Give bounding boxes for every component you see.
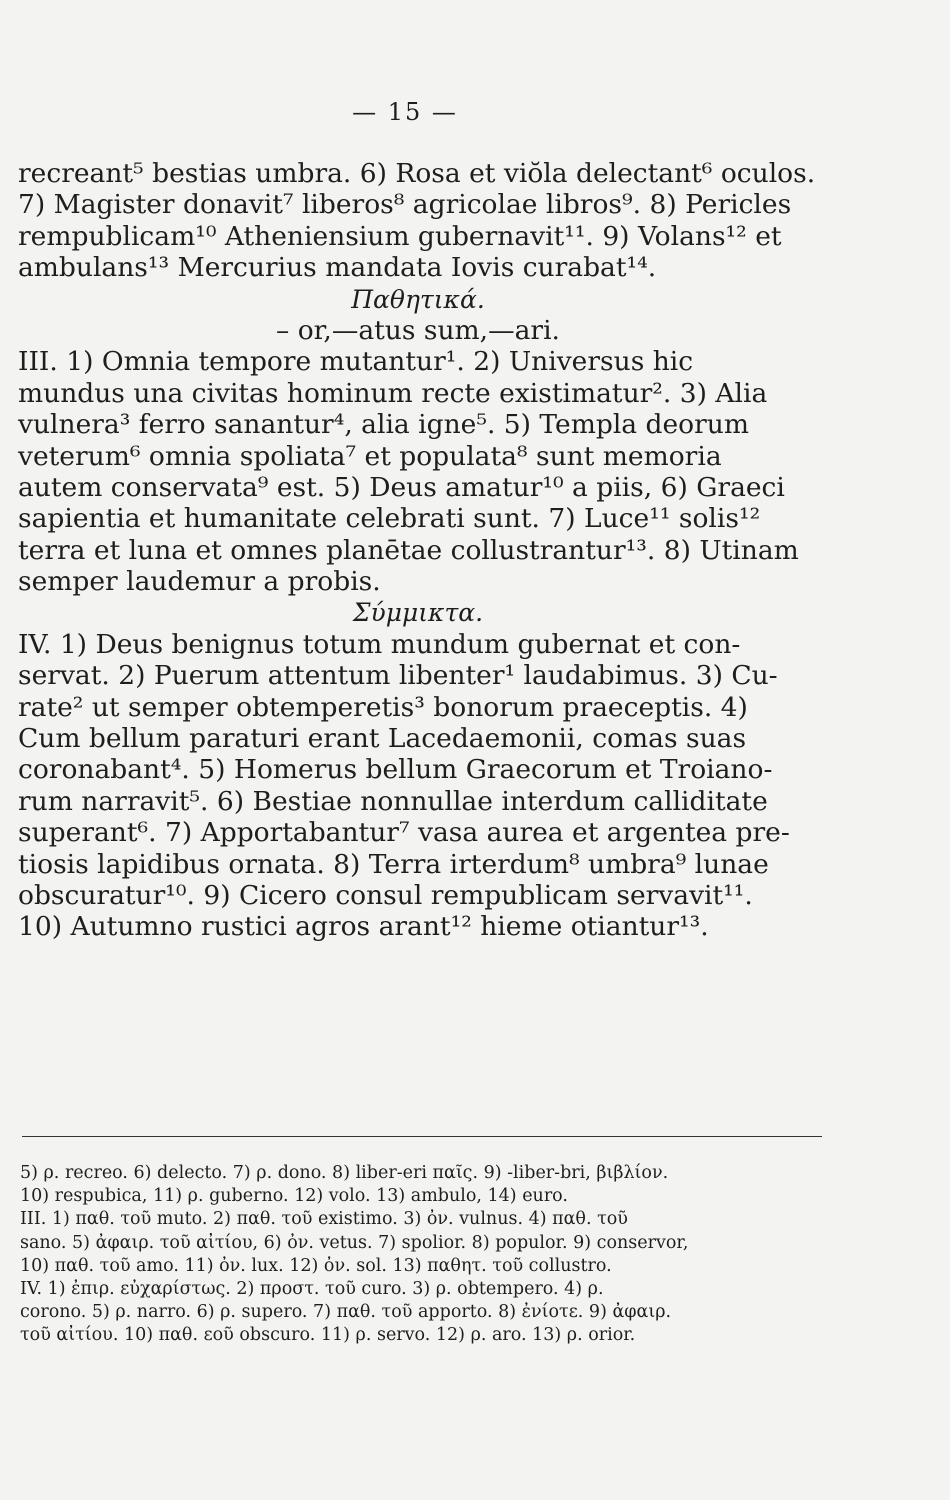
text-line: Cum bellum paraturi erant Lacedaemonii, comas suas xyxy=(18,723,747,755)
text-line: III. 1) Omnia tempore mutantur¹. 2) Universus hic xyxy=(18,346,694,378)
text-line: ambulans¹³ Mercurius mandata Iovis curabat¹⁴. xyxy=(18,252,657,284)
footnote-line: τοῦ αἰτίου. 10) παθ. εοῦ obscuro. 11) ρ. servo. 12) ρ. aro. 13) ρ. orior. xyxy=(20,1325,636,1346)
text-line: rempublicam¹⁰ Atheniensium gubernavit¹¹. 9) Volans¹² et xyxy=(18,220,782,252)
text-line: 10) Autumno rustici agros arant¹² hieme otiantur¹³. xyxy=(18,911,709,943)
footnote-line: 5) ρ. recreo. 6) delecto. 7) ρ. dono. 8) liber-eri παῖς. 9) -liber-bri, βιβλίον. xyxy=(20,1163,669,1183)
text-line: obscuratur¹⁰. 9) Cicero consul rempublicam servavit¹¹. xyxy=(18,879,753,911)
text-line: superant⁶. 7) Apportabantur⁷ vasa aurea et argentea pre- xyxy=(18,817,790,849)
text-line: recreant⁵ bestias umbra. 6) Rosa et viŏla delectant⁶ oculos. xyxy=(18,158,816,189)
text-line: rum narravit⁵. 6) Bestiae nonnullae interdum calliditate xyxy=(18,785,768,817)
exercise-text xyxy=(18,158,818,943)
text-line: autem conservata⁹ est. 5) Deus amatur¹⁰ a piis, 6) Graeci xyxy=(18,471,785,503)
text-line: veterum⁶ omnia spoliata⁷ et populata⁸ sunt memoria xyxy=(18,440,722,472)
page-number: — 15 — xyxy=(352,98,458,126)
footnote-line: III. 1) παθ. τοῦ muto. 2) παθ. τοῦ existimo. 3) ὀν. vulnus. 4) παθ. τοῦ xyxy=(20,1209,628,1230)
text-line: semper laudemur a probis. xyxy=(18,566,381,598)
text-line: 7) Magister donavit⁷ liberos⁸ agricolae libros⁹. 8) Pericles xyxy=(18,189,792,221)
footnotes xyxy=(20,1162,830,1348)
text-line: servat. 2) Puerum attentum libenter¹ laudabimus. 3) Cu- xyxy=(18,660,778,692)
footnote-line: IV. 1) ἐπιρ. εὐχαρίστως. 2) προστ. τοῦ curo. 3) ρ. obtempero. 4) ρ. xyxy=(20,1278,604,1299)
text-line: mundus una civitas hominum recte existimatur². 3) Alia xyxy=(18,377,768,409)
text-line: rate² ut semper obtemperetis³ bonorum praeceptis. 4) xyxy=(18,691,748,723)
section-heading-symmikta: Σύμμικτα. xyxy=(352,598,484,628)
text-line: vulnera³ ferro sanantur⁴, alia igne⁵. 5) Templa deorum xyxy=(18,409,749,441)
footnote-line: corono. 5) ρ. narro. 6) ρ. supero. 7) παθ. τοῦ apporto. 8) ἐνίοτε. 9) ἀφαιρ. xyxy=(20,1302,672,1323)
text-line: tiosis lapidibus ornata. 8) Terra irterdum⁸ umbra⁹ lunae xyxy=(18,848,769,880)
footnote-line: sano. 5) ἀφαιρ. τοῦ αἰτίου, 6) ὀν. vetus. 7) spolior. 8) populor. 9) conservor, xyxy=(20,1232,689,1253)
section-heading-pathetika: Παθητικά. xyxy=(351,284,485,314)
footnote-line: 10) παθ. τοῦ amo. 11) ὀν. lux. 12) ὀν. sol. 13) παθητ. τοῦ collustro. xyxy=(20,1255,612,1276)
text-line: sapientia et humanitate celebrati sunt. 7) Luce¹¹ solis¹² xyxy=(18,503,761,535)
text-line: IV. 1) Deus benignus totum mundum gubernat et con- xyxy=(18,628,741,660)
footnote-divider xyxy=(22,1136,822,1137)
footnote-line: 10) respubica, 11) ρ. guberno. 12) volo. 13) ambulo, 14) euro. xyxy=(20,1186,568,1207)
ending-pattern: – or,—atus sum,—ari. xyxy=(276,314,560,346)
text-line: coronabant⁴. 5) Homerus bellum Graecorum et Troiano- xyxy=(18,754,773,786)
text-line: terra et luna et omnes planētae collustrantur¹³. 8) Utinam xyxy=(18,534,799,566)
